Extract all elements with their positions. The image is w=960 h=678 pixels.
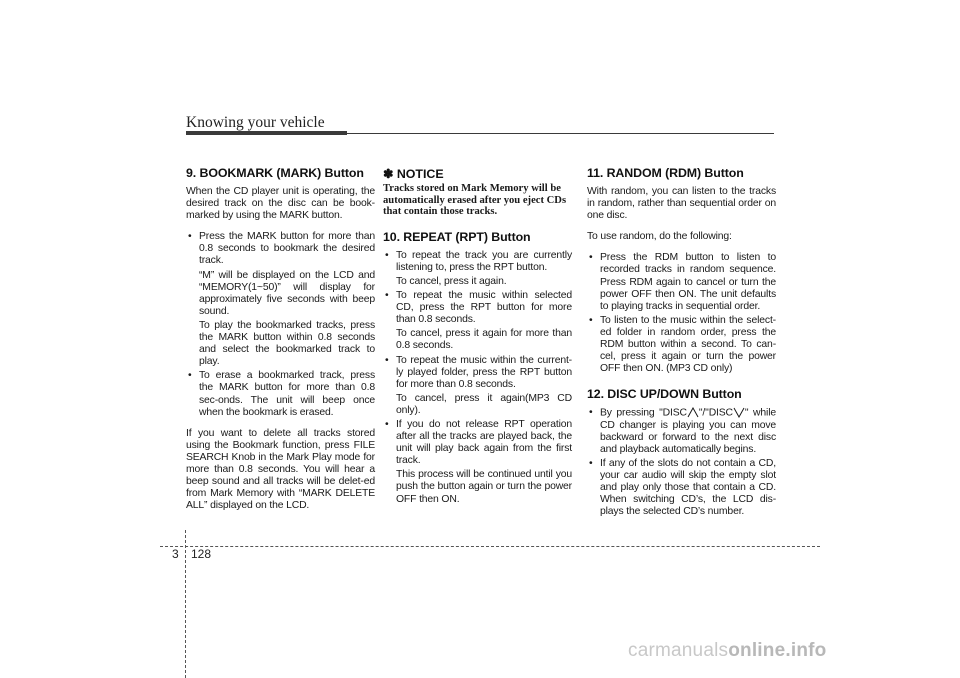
chapter-number: 3: [172, 547, 179, 561]
repeat-list: [383, 250, 572, 506]
repeat-bullet-4: [383, 419, 572, 506]
random-list: [587, 252, 776, 375]
repeat-bullet-1-sub: To cancel, press it again.: [396, 275, 507, 287]
random-bullet-2: [587, 315, 776, 375]
repeat-bullet-1: [383, 250, 572, 288]
repeat-bullet-4-sub: This process will be continued until you push the button again or turn the power OFF then ON.: [396, 469, 572, 505]
repeat-bullet-3-sub: To cancel, press it again(MP3 CD only).: [396, 392, 572, 416]
disc-bullet-1-post: " while CD changer is playing you can move backward or forward to the next disc and playback automatically begins.: [600, 407, 776, 455]
bookmark-bullet-1-text: • Press the MARK button for more than 0.8 seconds to bookmark the desired track.: [199, 231, 375, 267]
disc-bullet-1-mid: "/"DISC: [698, 407, 733, 419]
bookmark-list: [186, 231, 375, 418]
footer-vertical-rule: [185, 530, 186, 678]
disc-bullet-1-text: [600, 407, 776, 456]
column-repeat: [383, 166, 572, 508]
bookmark-bullet-2-text: • To erase a bookmarked track, press the MARK button for more than 0.8 sec-onds. The unit will beep once when the bookmark is erased.: [199, 370, 375, 418]
column-random-disc: [587, 166, 776, 520]
random-intro: With random, you can listen to the tracks in random, rather than sequential order on one disc.: [587, 186, 776, 222]
section-heading-random: 11. RANDOM (RDM) Button: [587, 166, 744, 180]
bookmark-outro: If you want to delete all tracks stored using the Bookmark function, press FILE SEARCH Knob in the Mark Play mode for more than 0.8 seconds. You will hear a beep sound and all tracks will be delet-ed from Mark Memory with “MARK DELETE ALL” displayed on the LCD.: [186, 427, 375, 512]
bookmark-bullet-1-sub-2: To play the bookmarked tracks, press the MARK button within 0.8 seconds and select the bookmarked track to play.: [199, 319, 375, 368]
random-bullet-2-text: • To listen to the music within the select-ed folder in random order, press the RDM button within a second. To can-cel, press it again or turn the power OFF then ON. (MP3 CD only): [600, 314, 776, 375]
up-arrow-icon: [687, 407, 699, 418]
repeat-bullet-2-text: • To repeat the music within selected CD, press the RPT button for more than 0.8 seconds.: [396, 290, 572, 326]
repeat-bullet-2: [383, 290, 572, 352]
section-heading-disc: 12. DISC UP/DOWN Button: [587, 387, 742, 402]
random-bullet-1: [587, 252, 776, 312]
repeat-bullet-1-text: • To repeat the track you are currently listening to, press the RPT button.: [396, 249, 572, 273]
bookmark-bullet-1-sub-1: “M” will be displayed on the LCD and “MEMORY(1~50)” will display for approximately five seconds with beep sound.: [199, 269, 375, 317]
repeat-bullet-3-text: • To repeat the music within the current-ly played folder, press the RPT button for more than 0.8 seconds.: [396, 354, 572, 390]
watermark-suffix: online.info: [728, 640, 827, 661]
disc-bullet-1: [587, 407, 776, 456]
random-intro-2: To use random, do the following:: [587, 231, 732, 243]
down-arrow-icon: [733, 407, 745, 418]
notice-text: Tracks stored on Mark Memory will be automatically erased after you eject CDs that contain those tracks.: [383, 183, 567, 218]
disc-bullet-2-text: • If any of the slots do not contain a CD, your car audio will skip the empty slot and play only those that contain a CD. When switching CD’s, the LCD dis-plays the selected CD’s number.: [600, 457, 776, 518]
notice-title: ✽ NOTICE: [383, 167, 444, 181]
watermark-prefix: carmanuals: [628, 640, 729, 661]
column-bookmark: [186, 166, 375, 512]
bookmark-intro: When the CD player unit is operating, the desired track on the disc can be book-marked by using the MARK button.: [186, 186, 375, 222]
header-rule: [186, 133, 774, 134]
watermark: [628, 640, 826, 662]
bookmark-bullet-2: [186, 370, 375, 418]
page-number: 128: [191, 547, 212, 561]
random-bullet-1-text: • Press the RDM button to listen to recorded tracks in random sequence. Press RDM again to cancel or turn the power OFF then ON. The unit defaults to playing tracks in sequential order.: [600, 252, 776, 312]
repeat-bullet-2-sub: To cancel, press it again for more than 0.8 seconds.: [396, 328, 572, 352]
disc-bullet-2: [587, 458, 776, 518]
bookmark-bullet-1: [186, 231, 375, 368]
disc-list: [587, 407, 776, 518]
page-header-title: Knowing your vehicle: [186, 114, 325, 131]
repeat-bullet-4-text: • If you do not release RPT operation after all the tracks are played back, the unit will play back again from the first track.: [396, 419, 572, 467]
disc-bullet-1-pre: By pressing "DISC: [600, 407, 687, 419]
section-heading-repeat: 10. REPEAT (RPT) Button: [383, 229, 531, 244]
footer-rule: [160, 546, 820, 547]
section-heading-bookmark: 9. BOOKMARK (MARK) Button: [186, 166, 364, 180]
repeat-bullet-3: [383, 355, 572, 417]
